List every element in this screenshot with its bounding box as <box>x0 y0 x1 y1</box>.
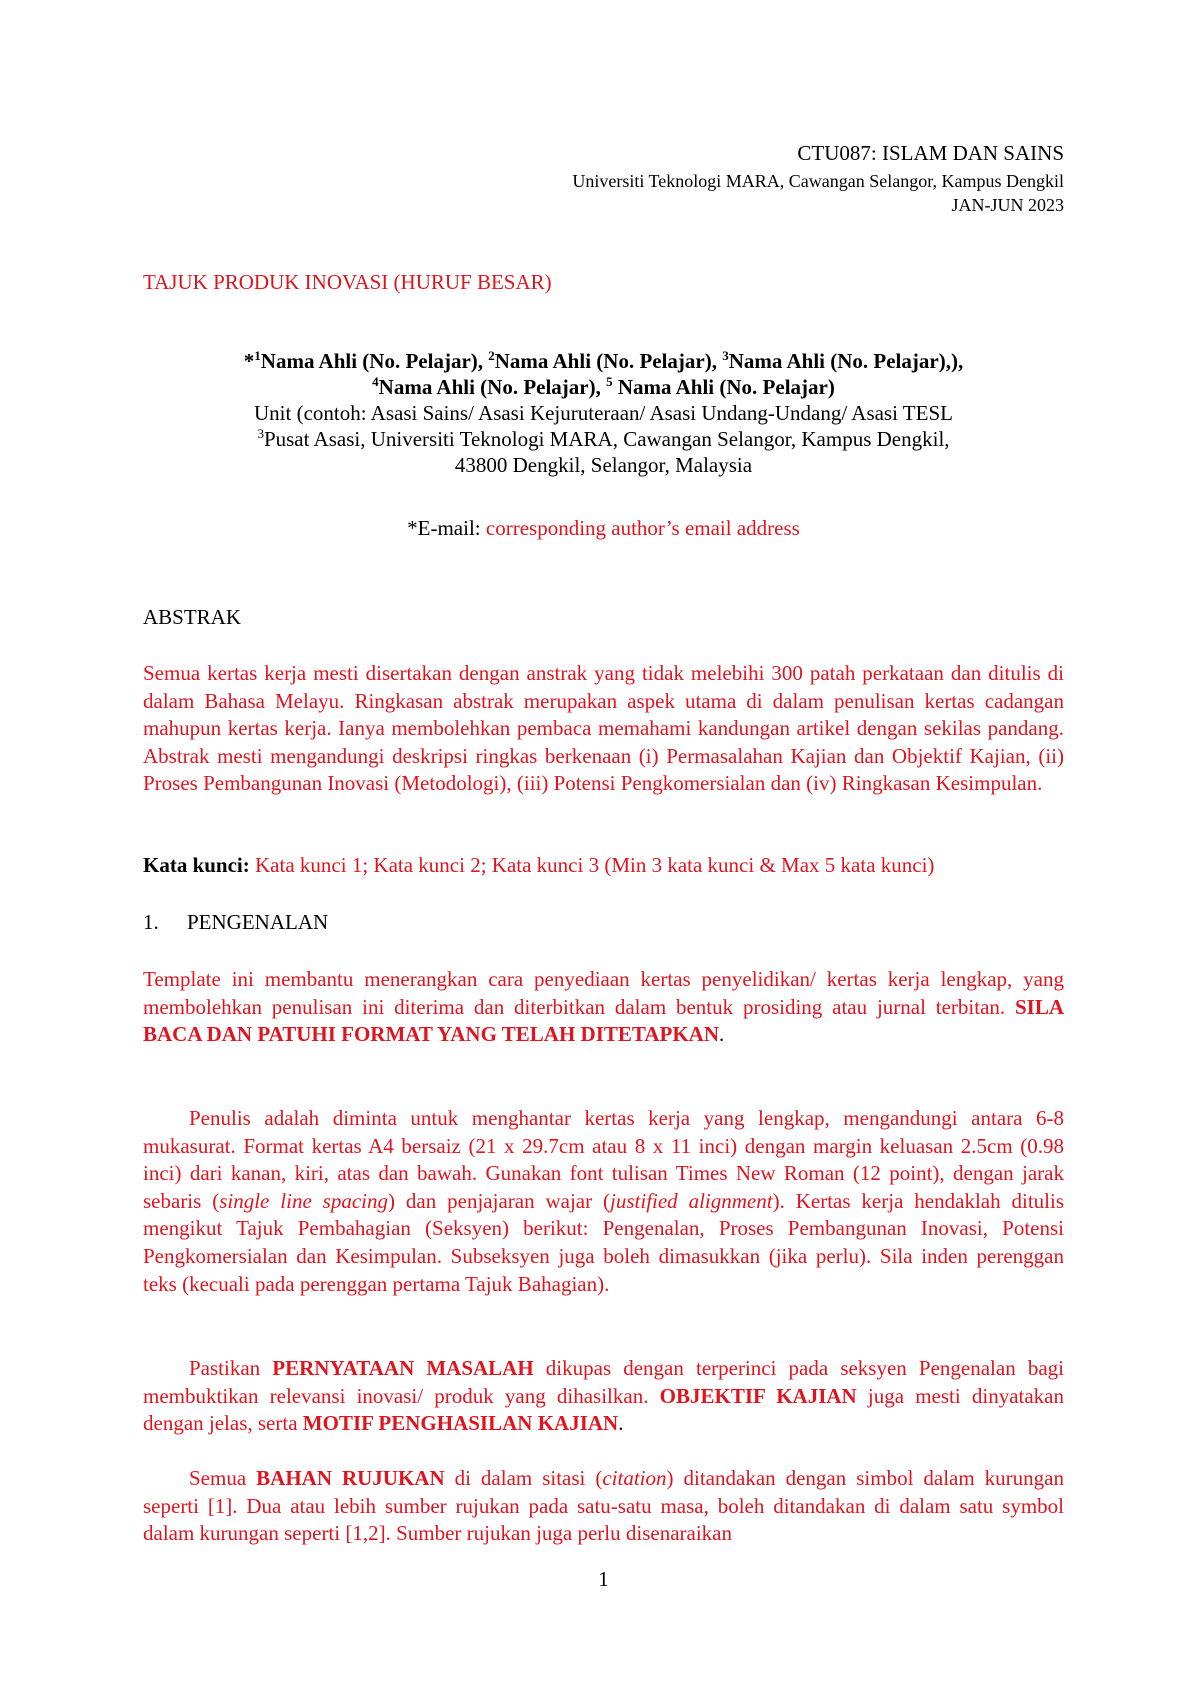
email-line: *E-mail: corresponding author’s email address <box>407 516 800 540</box>
unit-line: Unit (contoh: Asasi Sains/ Asasi Kejuruteraan/ Asasi Undang-Undang/ Asasi TESL <box>254 401 953 425</box>
abstract-text: Semua kertas kerja mesti disertakan dengan anstrak yang tidak melebihi 300 patah perkataan dan ditulis di dalam Bahasa Melayu. Ringkasan abstrak merupakan aspek utama di dalam penulisan kertas cadangan mahupun kertas kerja. Ianya membolehkan pembaca memahami kandungan artikel dengan sekilas pandang. Abstrak mesti mengandungi deskripsi ringkas berkenaan (i) Permasalahan Kajian dan Objektif Kajian, (ii) Proses Pembangunan Inovasi (Metodologi), (iii) Potensi Pengkomersialan dan (iv) Ringkasan Kesimpulan. <box>143 661 1064 796</box>
address-line: 43800 Dengkil, Selangor, Malaysia <box>454 453 753 477</box>
semester-line: JAN-JUN 2023 <box>951 195 1064 215</box>
keywords-line: Kata kunci: Kata kunci 1; Kata kunci 2; Kata kunci 3 (Min 3 kata kunci & Max 5 kata kunci) <box>143 853 935 877</box>
intro-paragraph-4: Semua BAHAN RUJUKAN di dalam sitasi (citation) ditandakan dengan simbol dalam kurungan seperti [1]. Dua atau lebih sumber rujukan pada satu-satu masa, boleh ditandakan di dalam satu symbol dalam kurungan seperti [1,2]. Sumber rujukan juga perlu disenaraikan <box>143 1466 1064 1546</box>
email-value: corresponding author’s email address <box>485 516 800 540</box>
paper-title: TAJUK PRODUK INOVASI (HURUF BESAR) <box>143 270 552 294</box>
abstract-heading: ABSTRAK <box>143 605 242 629</box>
intro-paragraph-3: Pastikan PERNYATAAN MASALAH dikupas dengan terperinci pada seksyen Pengenalan bagi membuktikan relevansi inovasi/ produk yang dihasilkan. OBJEKTIF KAJIAN juga mesti dinyatakan dengan jelas, serta MOTIF PENGHASILAN KAJIAN. <box>143 1356 1064 1436</box>
course-code: CTU087: ISLAM DAN SAINS <box>797 141 1064 165</box>
page-number: 1 <box>598 1567 609 1591</box>
section-1-heading: 1. PENGENALAN <box>143 910 329 934</box>
author-block <box>143 348 1064 478</box>
university-line: Universiti Teknologi MARA, Cawangan Selangor, Kampus Dengkil <box>572 171 1064 191</box>
intro-paragraph-1: Template ini membantu menerangkan cara penyediaan kertas penyelidikan/ kertas kerja lengkap, yang membolehkan penulisan ini diterima dan diterbitkan dalam bentuk prosiding atau jurnal terbitan. SILA BACA DAN PATUHI FORMAT YANG TELAH DITETAPKAN. <box>143 967 1064 1047</box>
author-line-1: *$^1$Nama Ahli (No. Pelajar), $^2$Nama Ahli (No. Pelajar), $^3$Nama Ahli (No. Pelajar),), <box>243 348 964 373</box>
intro-paragraph-2: Penulis adalah diminta untuk menghantar kertas kerja yang lengkap, mengandungi antara 6-8 mukasurat. Format kertas A4 bersaiz (21 x 29.7cm atau 8 x 11 inci) dengan margin keluasan 2.5cm (0.98 inci) dari kanan, kiri, atas dan bawah. Gunakan font tulisan Times New Roman (12 point), dengan jarak sebaris (single line spacing) dan penjajaran wajar (justified alignment). Kertas kerja hendaklah ditulis mengikut Tajuk Pembahagian (Seksyen) berikut: Pengenalan, Proses Pembangunan Inovasi, Potensi Pengkomersialan dan Kesimpulan. Subseksyen juga boleh dimasukkan (jika perlu). Sila inden perenggan teks (kecuali pada perenggan pertama Tajuk Bahagian). <box>143 1106 1065 1296</box>
author-line-2: $^4$Nama Ahli (No. Pelajar), $^5$ Nama Ahli (No. Pelajar) <box>372 374 835 399</box>
affiliation-line: $^3$Pusat Asasi, Universiti Teknologi MARA, Cawangan Selangor, Kampus Dengkil, <box>257 426 950 451</box>
